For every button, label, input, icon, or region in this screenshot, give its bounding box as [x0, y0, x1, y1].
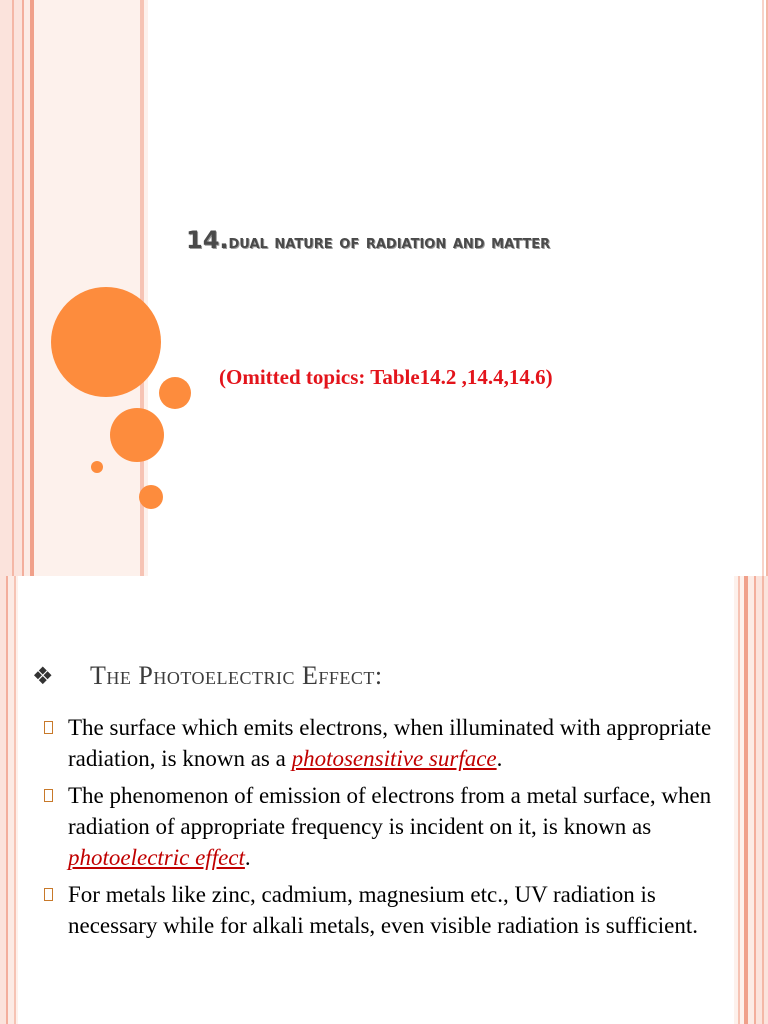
- item-text: The phenomenon of emission of electrons from a metal surface, when radiation of appropriate frequency is incident on it, is known as: [68, 783, 712, 839]
- tiny-orange-dot: [91, 461, 103, 473]
- list-item: [44, 712, 734, 774]
- small-orange-circle: [159, 377, 191, 409]
- square-bullet-icon: [44, 888, 53, 901]
- item-text-end: .: [496, 746, 503, 771]
- left-decorative-strip: [0, 576, 18, 1024]
- square-bullet-icon: [44, 789, 53, 802]
- item-text: The surface which emits electrons, when illuminated with appropriate radiation, is known as a: [68, 715, 712, 771]
- square-bullet-icon: [44, 721, 53, 734]
- item-text: For metals like zinc, cadmium, magnesium etc., UV radiation is necessary while for alkali metals, even visible radiation is sufficient.: [68, 882, 698, 938]
- right-decorative-strip: [762, 0, 768, 576]
- medium-orange-circle: [110, 408, 164, 462]
- chapter-number: 14.: [186, 226, 229, 254]
- slide-title: [186, 226, 746, 254]
- diamond-bullet-icon: ❖: [32, 662, 54, 690]
- heading-text: The Photoelectric Effect:: [90, 661, 383, 690]
- list-item: [44, 780, 734, 873]
- right-decorative-strip: [734, 576, 768, 1024]
- large-orange-circle: [51, 287, 161, 397]
- list-item: [44, 879, 734, 941]
- content-slide: [0, 576, 768, 1024]
- chapter-title: dual nature of radiation and matter: [228, 231, 551, 253]
- left-decorative-strip: [0, 0, 148, 576]
- small-orange-circle: [139, 485, 163, 509]
- term-highlight: photoelectric effect: [68, 845, 245, 870]
- section-heading: [32, 658, 383, 694]
- item-text-end: .: [244, 845, 251, 870]
- omitted-topics-note: (Omitted topics: Table14.2 ,14.4,14.6): [219, 365, 553, 389]
- bullet-list: [44, 712, 734, 947]
- term-highlight: photosensitive surface: [291, 746, 497, 771]
